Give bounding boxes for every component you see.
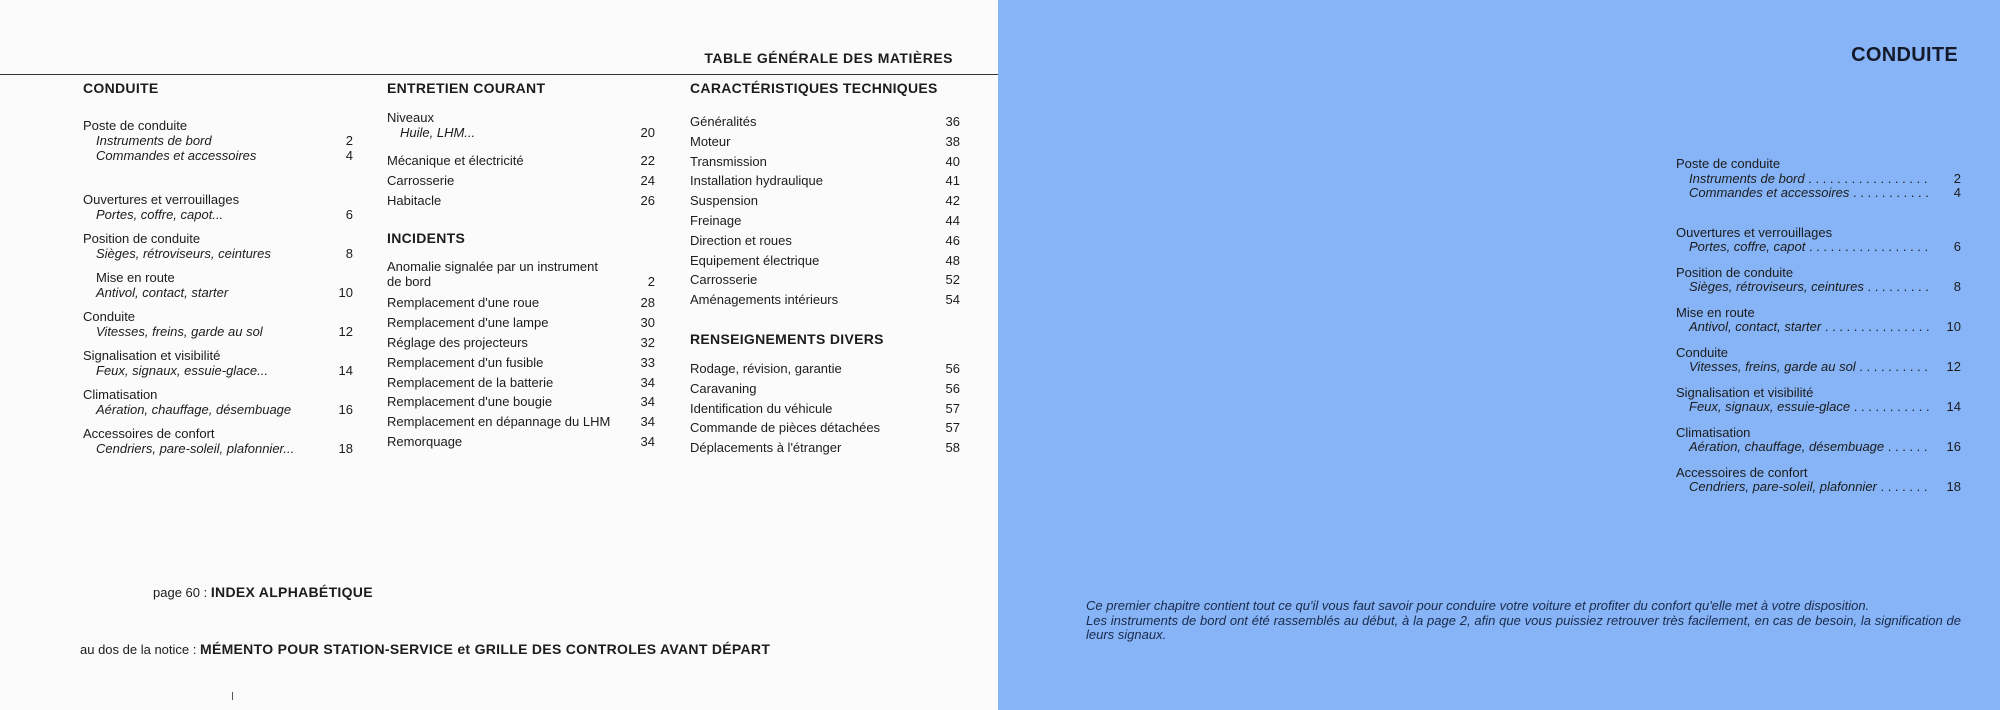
toc-main-title: TABLE GÉNÉRALE DES MATIÈRES [704, 50, 953, 66]
toc-entry-title: Huile, LHM... [400, 125, 476, 140]
toc-entry-title: Signalisation et visibilité [83, 348, 221, 363]
toc-entry-page: 57 [945, 400, 960, 416]
section-heading: INCIDENTS [387, 230, 466, 247]
toc-entry[interactable] [83, 148, 353, 163]
toc-entry-page: 42 [945, 193, 960, 209]
toc-entry-page: 33 [640, 354, 655, 370]
toc-group [83, 426, 353, 456]
toc-entry[interactable] [1676, 426, 1961, 441]
toc-entry-title: Antivol, contact, starter . . . [1676, 320, 1931, 335]
toc-entry-title: Remplacement d'une lampe [387, 315, 549, 331]
toc-entry-page: 18 [338, 441, 353, 456]
toc-entry[interactable] [1676, 226, 1961, 241]
index-label: INDEX ALPHABÉTIQUE [210, 584, 373, 600]
toc-entry[interactable] [1676, 360, 1961, 375]
toc-entry-page: 38 [945, 133, 960, 149]
intro-paragraph: Les instruments de bord ont été rassemblés au début, à la page 2, afin que vous puissiez retrouver très facilement, en cas de besoin, la signification de leurs signaux. [1086, 612, 1961, 642]
toc-entry-title: Poste de conduite [83, 118, 188, 133]
toc-entry[interactable] [387, 110, 655, 125]
toc-entry[interactable] [83, 192, 353, 207]
toc-group [1676, 157, 1961, 201]
toc-entry[interactable] [83, 363, 353, 378]
toc-entry-page: 34 [640, 414, 655, 430]
toc-entry-title: de bord [387, 274, 432, 290]
toc-entry-title: Identification du véhicule [690, 400, 833, 416]
section-entries [387, 259, 655, 451]
toc-entry-title: Portes, coffre, capot... [96, 207, 224, 222]
toc-entry-title: Ouvertures et verrouillages [83, 192, 240, 207]
toc-entry[interactable] [83, 231, 353, 246]
toc-entry-page: 14 [338, 363, 353, 378]
toc-entry-page: 2 [1953, 170, 1961, 186]
toc-entry[interactable] [387, 191, 655, 211]
toc-entry-title: Equipement électrique [690, 252, 820, 268]
toc-entry-title: Cendriers, pare-soleil, plafonnier . . . [1676, 480, 1931, 495]
toc-entry-title: Sièges, rétroviseurs, ceintures . . . [1676, 280, 1931, 295]
toc-entry[interactable] [690, 251, 960, 271]
toc-entry-title: Ouvertures et verrouillages [1676, 225, 1833, 240]
toc-entry[interactable] [1676, 346, 1961, 361]
toc-entry-title: Accessoires de confort [1676, 465, 1808, 480]
toc-entry[interactable] [690, 359, 960, 379]
toc-entry-page: 57 [945, 420, 960, 436]
toc-entry-title: Sièges, rétroviseurs, ceintures [96, 246, 271, 261]
toc-entry-page: 48 [945, 252, 960, 268]
toc-entry[interactable] [83, 285, 353, 300]
toc-entry-title: Cendriers, pare-soleil, plafonnier... [96, 441, 295, 456]
toc-entry-title: Conduite [83, 309, 136, 324]
toc-entry[interactable] [1676, 320, 1961, 335]
toc-entry-title: Accessoires de confort [83, 426, 215, 441]
toc-entry[interactable] [690, 112, 960, 132]
toc-group [83, 231, 353, 261]
toc-entry[interactable] [83, 348, 353, 363]
toc-entry-page: 34 [640, 433, 655, 449]
toc-entry-title: Poste de conduite [1676, 157, 1781, 171]
toc-entry-page: 58 [945, 440, 960, 456]
toc-entry-page: 26 [640, 192, 655, 208]
toc-entry-page: 41 [945, 173, 960, 189]
toc-entry[interactable] [387, 432, 655, 452]
toc-entry-page: 2 [345, 133, 353, 148]
toc-entry[interactable] [83, 426, 353, 441]
toc-group [83, 192, 353, 222]
toc-entry[interactable] [690, 379, 960, 399]
toc-entry[interactable] [387, 353, 655, 373]
toc-group [83, 118, 353, 163]
toc-entry-page: 14 [1946, 399, 1961, 414]
toc-entry[interactable] [387, 171, 655, 191]
title-rule [0, 74, 998, 75]
toc-group [690, 112, 960, 310]
toc-entry[interactable] [387, 313, 655, 333]
chapter-intro [1086, 599, 1961, 643]
toc-entry[interactable] [690, 418, 960, 438]
toc-entry[interactable] [83, 270, 353, 285]
toc-entry[interactable] [83, 133, 353, 148]
toc-entry-page: 12 [1946, 359, 1961, 374]
toc-entry[interactable] [1676, 306, 1961, 321]
toc-entry-title: Instruments de bord [96, 133, 212, 148]
toc-entry-page: 32 [640, 334, 655, 350]
toc-entry-page: 4 [345, 148, 353, 163]
toc-entry-title: Caravaning [690, 380, 757, 396]
toc-entry[interactable] [1676, 400, 1961, 415]
toc-entry[interactable] [83, 402, 353, 417]
toc-entry-title: Conduite [1676, 345, 1729, 360]
toc-entry-page: 8 [345, 246, 353, 261]
toc-entry[interactable] [1676, 186, 1961, 201]
toc-entry-page: 10 [338, 285, 353, 300]
toc-entry-title: Aménagements intérieurs [690, 292, 839, 308]
toc-entry-title: Signalisation et visibilité [1676, 385, 1814, 400]
toc-entry[interactable] [387, 274, 655, 289]
toc-entry[interactable] [690, 438, 960, 458]
section-entries [690, 359, 960, 458]
toc-entry-title: Rodage, révision, garantie [690, 360, 842, 376]
toc-entry-title: Climatisation [1676, 425, 1751, 440]
toc-entry-title: Freinage [690, 212, 742, 228]
section-heading: ENTRETIEN COURANT [387, 80, 546, 96]
memento-label: MÉMENTO POUR STATION-SERVICE et GRILLE DES CONTROLES AVANT DÉPART [199, 641, 771, 657]
toc-entry[interactable] [1676, 266, 1961, 281]
toc-entry-title: Installation hydraulique [690, 173, 823, 189]
toc-entry-page: 56 [945, 380, 960, 396]
toc-entry-title: Antivol, contact, starter [96, 285, 229, 300]
toc-entry[interactable] [1676, 157, 1961, 172]
toc-entry-page: 12 [338, 324, 353, 339]
toc-entry-title: Feux, signaux, essuie-glace . . . [1676, 400, 1931, 415]
toc-entry[interactable] [1676, 386, 1961, 401]
toc-entry-page: 2 [647, 274, 655, 290]
toc-entry-page: 44 [945, 212, 960, 228]
chapter-title: CONDUITE [1851, 44, 1958, 66]
toc-entry-title: Réglage des projecteurs [387, 334, 528, 350]
toc-entry-page: 46 [945, 232, 960, 248]
toc-entry-title: Vitesses, freins, garde au sol [96, 324, 263, 339]
index-reference [153, 584, 373, 600]
page-mark [232, 692, 233, 700]
toc-entry[interactable] [690, 290, 960, 310]
left-page [0, 0, 998, 710]
toc-group [83, 309, 353, 339]
toc-group [83, 387, 353, 417]
toc-entry-title: Remplacement d'un fusible [387, 354, 544, 370]
toc-entry-title: Remplacement de la batterie [387, 374, 554, 390]
toc-entry-page: 34 [640, 374, 655, 390]
toc-entry-page: 10 [1946, 319, 1961, 334]
toc-entry-title: Remorquage [387, 433, 463, 449]
toc-entry-title: Position de conduite [83, 231, 201, 246]
toc-entry[interactable] [83, 309, 353, 324]
toc-entry[interactable] [83, 324, 353, 339]
toc-entry-title: Suspension [690, 193, 758, 209]
toc-entry-title: Commande de pièces détachées [690, 420, 881, 436]
toc-entry-title: Feux, signaux, essuie-glace... [96, 363, 268, 378]
toc-column-1 [83, 80, 353, 456]
toc-entry-page: 24 [640, 172, 655, 188]
toc-entry-title: Déplacements à l'étranger [690, 440, 842, 456]
toc-entry-page: 16 [1946, 439, 1961, 454]
toc-entry[interactable] [83, 387, 353, 402]
toc-entry[interactable] [83, 118, 353, 133]
toc-entry[interactable] [1676, 480, 1961, 495]
toc-group [1676, 386, 1961, 415]
toc-entry-title: Mise en route [1676, 305, 1755, 320]
toc-entry[interactable] [1676, 280, 1961, 295]
index-prefix: page 60 : [153, 585, 208, 600]
intro-paragraph: Ce premier chapitre contient tout ce qu'il vous faut savoir pour conduire votre voiture et profiter du confort qu'elle met à votre disposition. [1086, 598, 1870, 613]
toc-entry[interactable] [1676, 172, 1961, 187]
chapter-toc [1676, 157, 1961, 495]
toc-entry-title: Niveaux [387, 110, 434, 125]
toc-entry-page: 4 [1953, 185, 1961, 200]
section-heading: RENSEIGNEMENTS DIVERS [690, 330, 884, 347]
toc-entry-title: Anomalie signalée par un instrument [387, 259, 599, 275]
toc-entry-title: Direction et roues [690, 232, 792, 248]
toc-entry-title: Remplacement d'une roue [387, 295, 540, 311]
toc-entry[interactable] [387, 259, 655, 274]
toc-entry-title: Instruments de bord . . . [1676, 172, 1931, 187]
toc-entry-page: 54 [945, 292, 960, 308]
section-entries [690, 112, 960, 310]
toc-entry-title: Aération, chauffage, désembuage . . . [1676, 440, 1931, 455]
toc-group [1676, 226, 1961, 255]
toc-entry[interactable] [690, 152, 960, 172]
toc-group [1676, 426, 1961, 455]
toc-entry-title: Remplacement en dépannage du LHM [387, 414, 611, 430]
toc-entry[interactable] [690, 399, 960, 419]
section-heading: CONDUITE [83, 80, 159, 96]
toc-group [387, 110, 655, 140]
toc-entry-title: Mise en route [96, 270, 175, 285]
toc-entry[interactable] [387, 392, 655, 412]
toc-entry[interactable] [83, 246, 353, 261]
toc-entry[interactable] [690, 270, 960, 290]
toc-group [387, 293, 655, 451]
toc-group [690, 359, 960, 458]
toc-group [1676, 346, 1961, 375]
toc-entry-page: 52 [945, 272, 960, 288]
toc-entry-title: Aération, chauffage, désembuage [96, 402, 292, 417]
toc-entry[interactable] [83, 207, 353, 222]
toc-entry[interactable] [1676, 440, 1961, 455]
toc-entry-title: Carrosserie [690, 272, 758, 288]
toc-entry-title: Carrosserie [387, 172, 455, 188]
toc-entry-page: 18 [1946, 479, 1961, 494]
toc-group [83, 348, 353, 378]
toc-group [387, 259, 655, 289]
toc-entry[interactable] [387, 333, 655, 353]
toc-entry-page: 22 [640, 153, 655, 168]
toc-entry[interactable] [690, 231, 960, 251]
toc-entry-page: 8 [1953, 279, 1961, 294]
toc-column-2 [387, 80, 655, 452]
toc-entry[interactable] [387, 373, 655, 393]
toc-entry[interactable] [387, 293, 655, 313]
toc-entry-page: 6 [345, 207, 353, 222]
toc-entry-page: 20 [640, 125, 655, 140]
toc-entry-title: Transmission [690, 153, 767, 169]
toc-group [1676, 466, 1961, 495]
toc-entry-title: Vitesses, freins, garde au sol . . . [1676, 360, 1931, 375]
toc-entry-title: Remplacement d'une bougie [387, 394, 553, 410]
section-entries [387, 110, 655, 210]
toc-entry[interactable] [690, 171, 960, 191]
toc-entry-title: Climatisation [83, 387, 158, 402]
toc-entry-title: Commandes et accessoires . . . [1676, 186, 1931, 201]
toc-group [83, 270, 353, 300]
memento-reference [80, 641, 770, 657]
toc-entry-page: 56 [945, 360, 960, 376]
toc-entry-page: 6 [1953, 239, 1961, 254]
toc-entry[interactable] [690, 132, 960, 152]
toc-entry[interactable] [387, 151, 655, 171]
toc-entry[interactable] [83, 441, 353, 456]
toc-entry-title: Mécanique et électricité [387, 153, 524, 168]
toc-entry-title: Position de conduite [1676, 265, 1794, 280]
toc-entry[interactable] [387, 412, 655, 432]
toc-entry[interactable] [1676, 240, 1961, 255]
toc-entry[interactable] [690, 211, 960, 231]
toc-entry-page: 16 [338, 402, 353, 417]
toc-entry-page: 40 [945, 153, 960, 169]
toc-entry-title: Généralités [690, 114, 757, 129]
toc-group [1676, 266, 1961, 295]
toc-entry[interactable] [387, 125, 655, 140]
toc-entry-page: 34 [640, 394, 655, 410]
toc-entry-page: 28 [640, 295, 655, 311]
toc-entry-page: 30 [640, 315, 655, 331]
toc-column-3 [690, 80, 960, 458]
toc-group [387, 151, 655, 210]
section-entries [83, 118, 353, 456]
toc-entry[interactable] [1676, 466, 1961, 481]
section-heading: CARACTÉRISTIQUES TECHNIQUES [690, 80, 938, 96]
toc-entry[interactable] [690, 191, 960, 211]
toc-group [1676, 306, 1961, 335]
toc-entry-title: Habitacle [387, 192, 442, 208]
toc-entry-title: Moteur [690, 133, 731, 149]
toc-entry-title: Portes, coffre, capot . . . [1676, 240, 1931, 255]
memento-prefix: au dos de la notice : [80, 642, 197, 657]
toc-entry-title: Commandes et accessoires [96, 148, 257, 163]
toc-entry-page: 36 [945, 114, 960, 129]
